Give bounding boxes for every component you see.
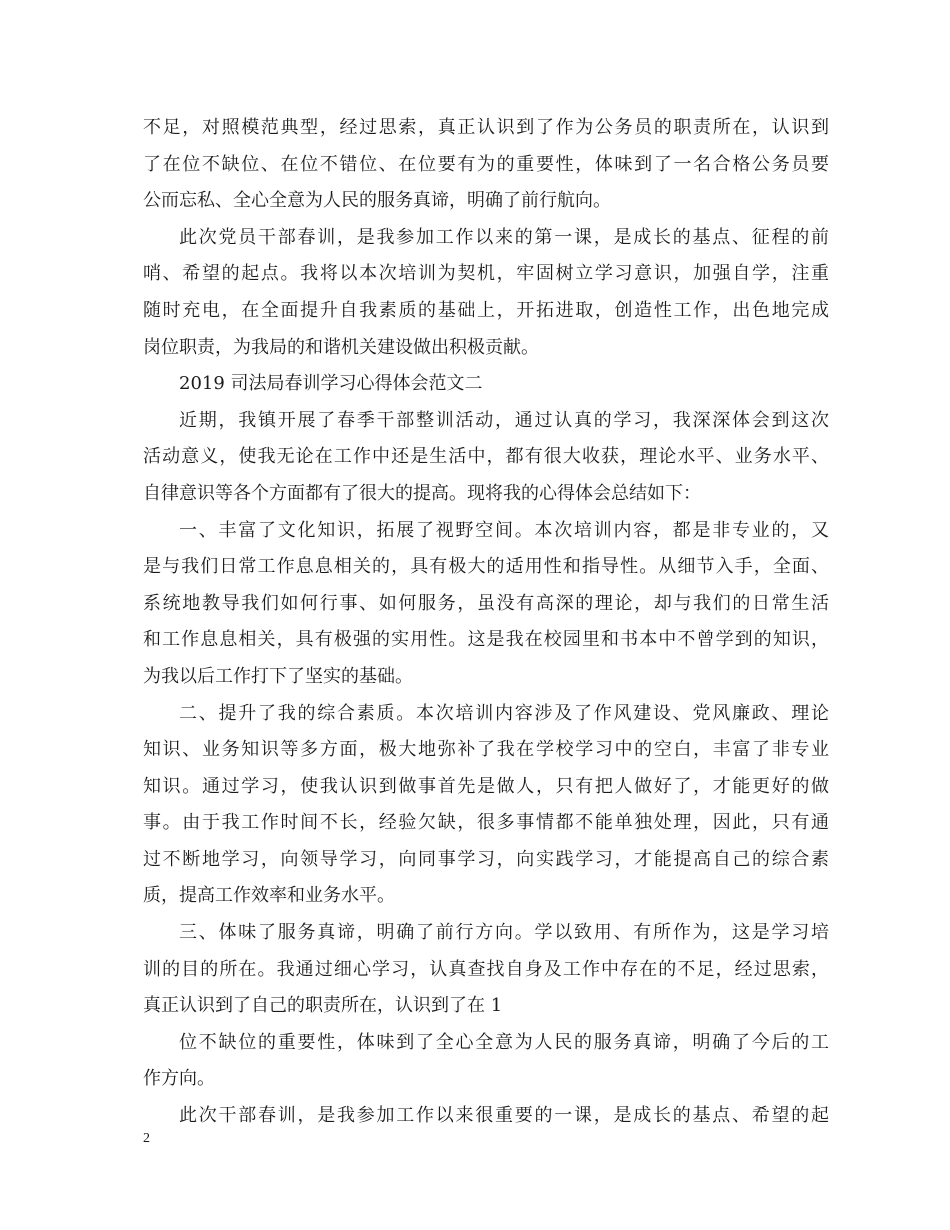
text-line: 事。由于我工作时间不长，经验欠缺，很多事情都不能单独处理，因此，只有通 [143,812,829,834]
text-line: 真正认识到了自己的职责所在，认识到了在 1 [143,995,503,1017]
paragraph-first-line: 此次干部春训，是我参加工作以来很重要的一课，是成长的基点、希望的起 [179,1105,829,1127]
text-line: 和工作息息相关，具有极强的实用性。这是我在校园里和书本中不曾学到的知识， [143,629,829,651]
paragraph-first-line: 三、体味了服务真谛，明确了前行方向。学以致用、有所作为，这是学习培 [179,922,829,944]
text-line: 随时充电，在全面提升自我素质的基础上，开拓进取，创造性工作，出色地完成 [143,299,829,321]
text-line: 作方向。 [143,1068,215,1090]
paragraph-first-line: 一、丰富了文化知识，拓展了视野空间。本次培训内容，都是非专业的，又 [179,519,829,541]
text-line: 自律意识等各个方面都有了很大的提高。现将我的心得体会总结如下： [143,482,701,504]
text-line: 系统地教导我们如何行事、如何服务，虽没有高深的理论，却与我们的日常生活 [143,592,829,614]
paragraph-first-line: 此次党员干部春训，是我参加工作以来的第一课，是成长的基点、征程的前 [179,226,829,248]
text-line: 过不断地学习，向领导学习，向同事学习，向实践学习，才能提高自己的综合素 [143,848,829,870]
text-line: 质，提高工作效率和业务水平。 [143,885,395,907]
document-body [143,110,829,1135]
text-line: 公而忘私、全心全意为人民的服务真谛，明确了前行航向。 [143,190,611,212]
paragraph-first-line: 二、提升了我的综合素质。本次培训内容涉及了作风建设、党风廉政、理论 [179,702,829,724]
text-line: 不足，对照模范典型，经过思索，真正认识到了作为公务员的职责所在，认识到 [143,117,829,138]
text-line: 了在位不缺位、在位不错位、在位要有为的重要性，体味到了一名合格公务员要 [143,153,829,175]
paragraph-first-line: 位不缺位的重要性，体味到了全心全意为人民的服务真谛，明确了今后的工 [179,1031,829,1053]
text-line: 岗位职责，为我局的和谐机关建设做出积极贡献。 [143,336,539,358]
text-line: 是与我们日常工作息息相关的，具有极大的适用性和指导性。从细节入手，全面、 [143,556,829,578]
page-number: 2 [143,1131,150,1146]
text-line: 哨、希望的起点。我将以本次培训为契机，牢固树立学习意识，加强自学，注重 [143,263,829,285]
paragraph-first-line: 近期，我镇开展了春季干部整训活动，通过认真的学习，我深深体会到这次 [179,409,829,431]
text-line: 为我以后工作打下了坚实的基础。 [143,665,413,687]
text-line: 训的目的所在。我通过细心学习，认真查找自身及工作中存在的不足，经过思索， [143,958,829,980]
text-line: 知识。通过学习，使我认识到做事首先是做人，只有把人做好了，才能更好的做 [143,775,829,797]
text-line: 知识、业务知识等多方面，极大地弥补了我在学校学习中的空白，丰富了非专业 [143,739,829,761]
text-line: 活动意义，使我无论在工作中还是生活中，都有很大收获，理论水平、业务水平、 [143,446,829,468]
section-heading: 2019 司法局春训学习心得体会范文二 [179,373,483,395]
